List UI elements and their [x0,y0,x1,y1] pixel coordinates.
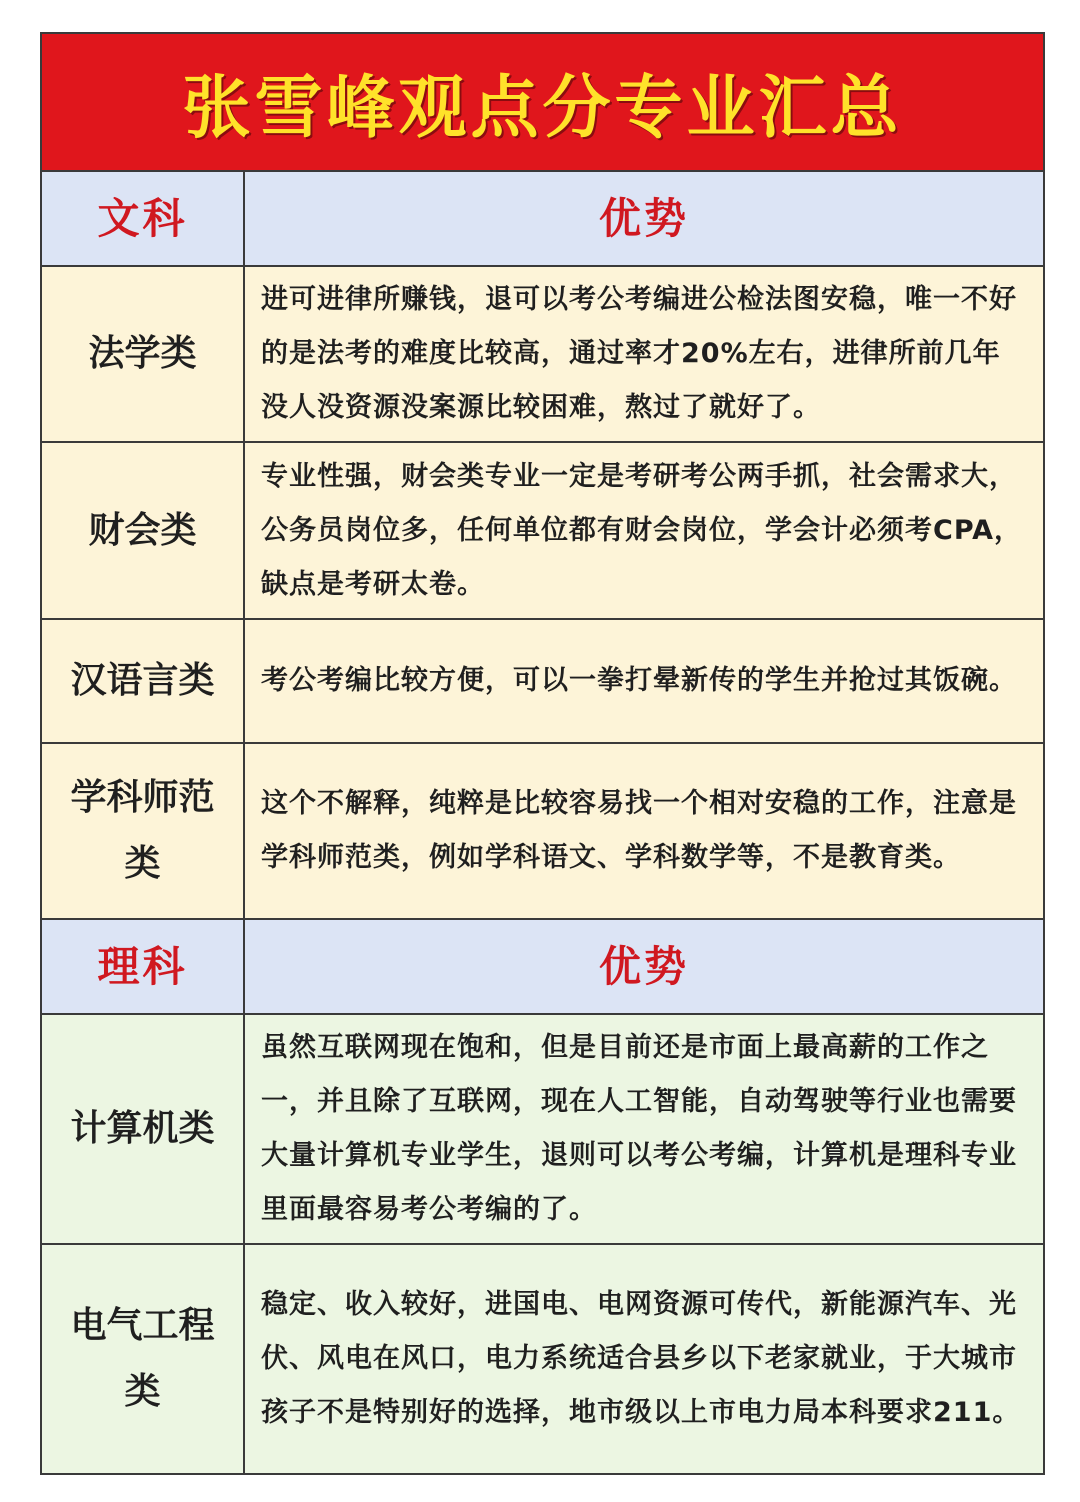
category-label: 理科 [42,920,245,1013]
major-advantage: 进可进律所赚钱，退可以考公考编进公检法图安稳，唯一不好的是法考的难度比较高，通过率才20%左右，进律所前几年没人没资源没案源比较困难，熬过了就好了。 [261,284,1017,423]
major-advantage: 这个不解释，纯粹是比较容易找一个相对安稳的工作，注意是学科师范类，例如学科语文、学科数学等，不是教育类。 [261,788,1017,873]
category-label: 文科 [42,172,245,265]
table-row [42,1015,1043,1245]
major-advantage: 考公考编比较方便，可以一拳打晕新传的学生并抢过其饭碗。 [261,665,1017,696]
table-row [42,620,1043,744]
table-row [42,267,1043,443]
major-name: 汉语言类 [42,620,245,742]
page-title: 张雪峰观点分专业汇总 [182,68,903,148]
major-name: 法学类 [42,267,245,441]
major-name: 计算机类 [42,1015,245,1243]
major-advantage: 专业性强，财会类专业一定是考研考公两手抓，社会需求大，公务员岗位多，任何单位都有财会岗位，学会计必须考CPA，缺点是考研太卷。 [261,460,1023,600]
title-banner [42,34,1043,172]
major-name: 学科师范类 [42,744,245,918]
summary-table [40,32,1045,1475]
table-row [42,1245,1043,1473]
major-name: 电气工程类 [42,1245,245,1473]
major-advantage: 稳定、收入较好，进国电、电网资源可传代，新能源汽车、光伏、风电在风口，电力系统适合县乡以下老家就业，于大城市孩子不是特别好的选择，地市级以上市电力局本科要求211。 [261,1289,1021,1428]
table-row [42,744,1043,920]
table-row [42,443,1043,620]
advantage-header: 优势 [598,941,689,991]
major-name: 财会类 [42,443,245,618]
section-header-liberal-arts [42,172,1043,267]
advantage-header: 优势 [598,193,689,243]
section-header-science [42,920,1043,1015]
major-advantage: 虽然互联网现在饱和，但是目前还是市面上最高薪的工作之一，并且除了互联网，现在人工智能，自动驾驶等行业也需要大量计算机专业学生，退则可以考公考编，计算机是理科专业里面最容易考公考编的了。 [261,1032,1017,1225]
